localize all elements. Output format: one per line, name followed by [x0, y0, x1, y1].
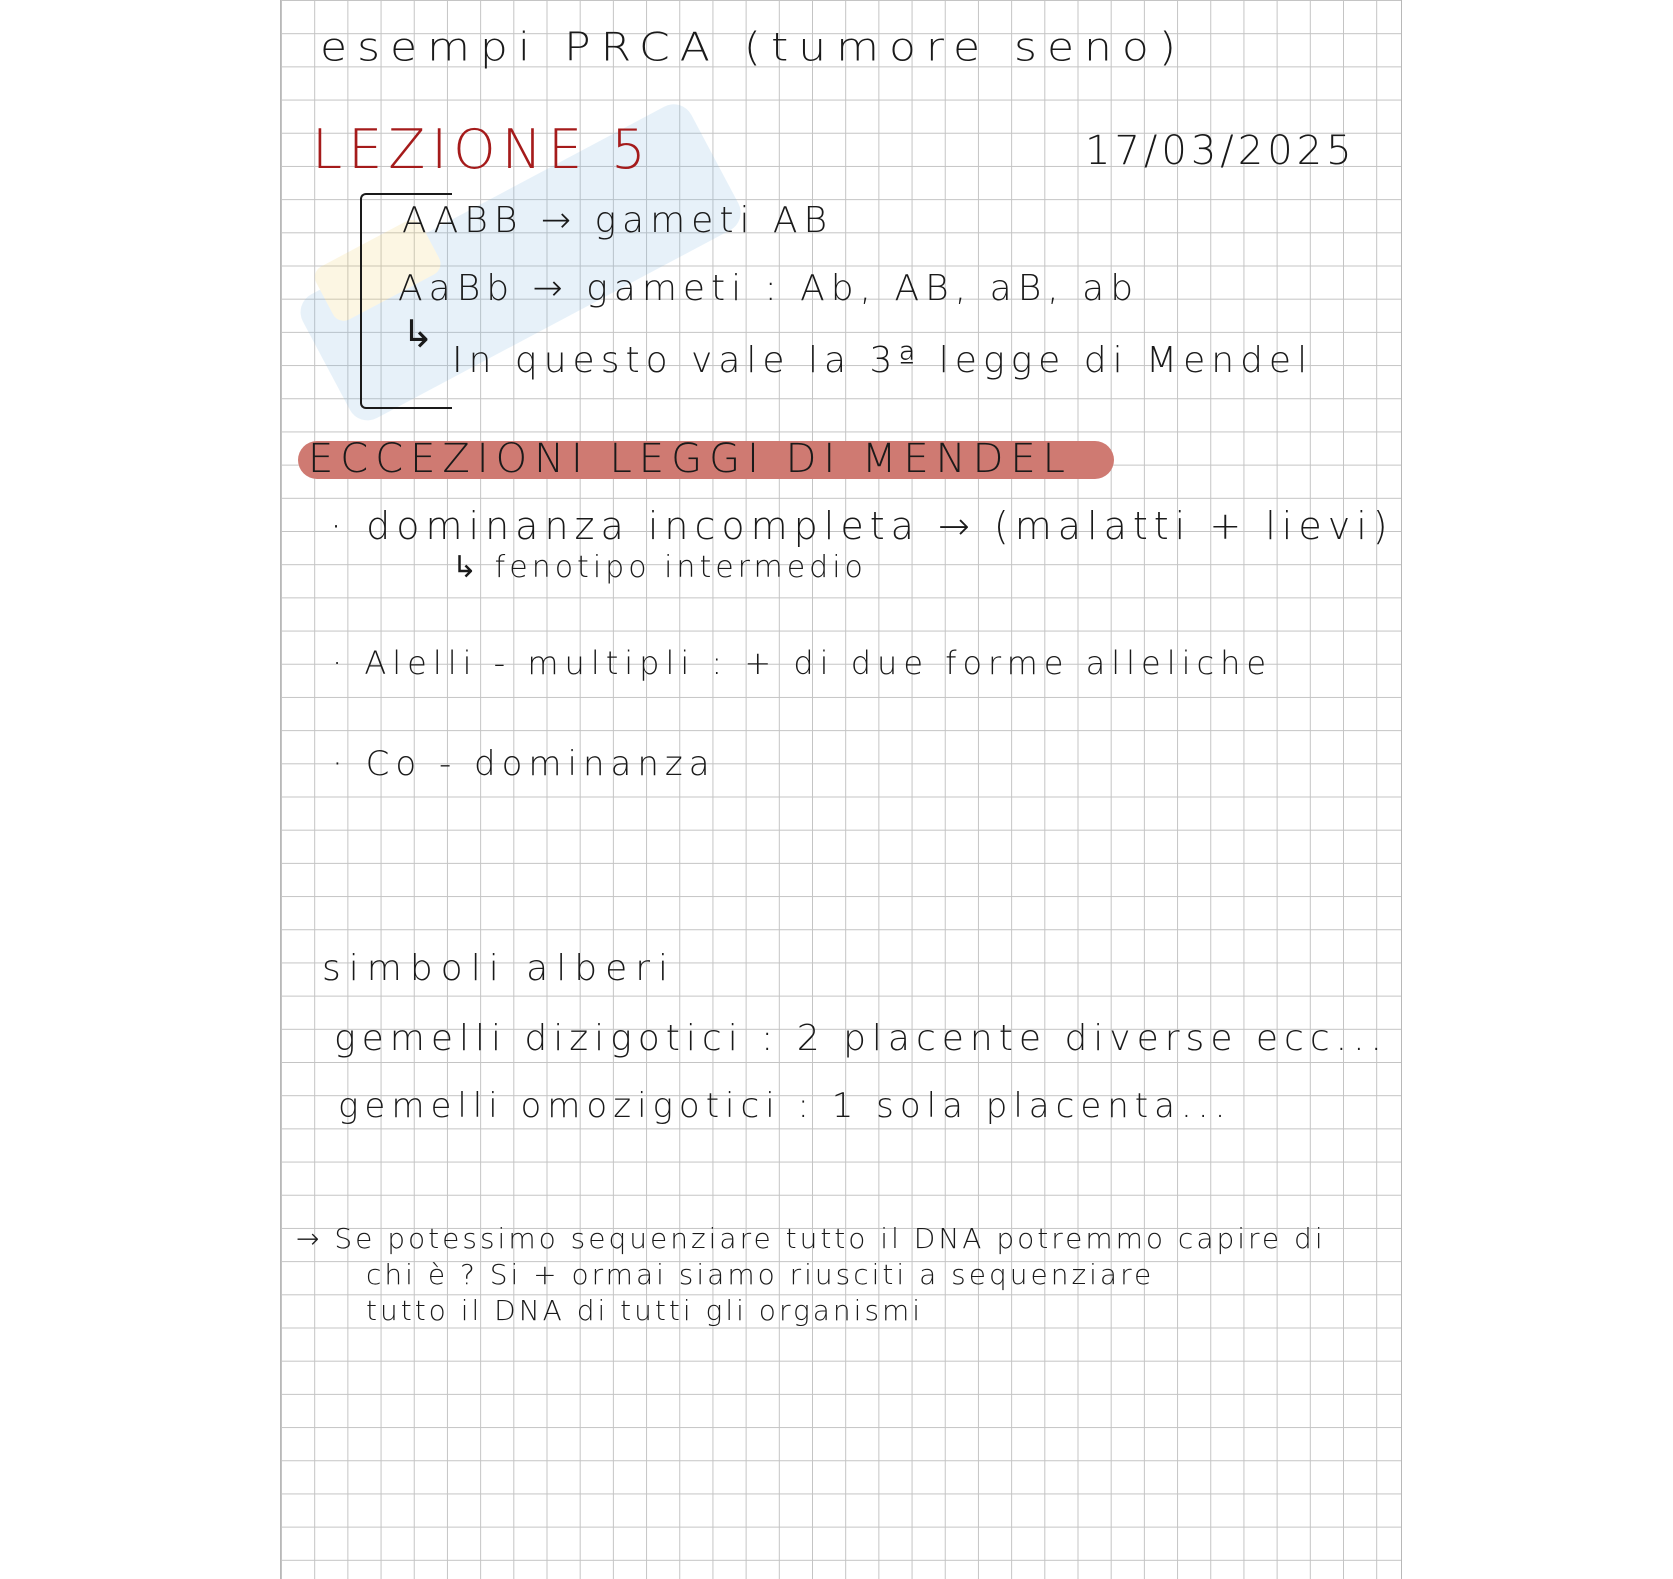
lesson-title: LEZIONE 5	[312, 118, 652, 181]
twins-dizygotic: gemelli dizigotici : 2 placente diverse ecc...	[334, 1018, 1388, 1059]
genetics-line-1: AABB → gameti AB	[402, 200, 834, 241]
bullet-incomplete-dominance-sub: ↳ fenotipo intermedio	[452, 550, 867, 585]
bullet-codominance: · Co - dominanza	[332, 744, 716, 784]
section-heading: ECCEZIONI LEGGI DI MENDEL	[308, 436, 1072, 482]
bullet-multiple-alleles: · Alelli - multipli : + di due forme alleliche	[332, 644, 1273, 682]
note-line-1: → Se potessimo sequenziare tutto il DNA potremmo capire di	[296, 1222, 1326, 1255]
page-header: esempi PRCA (tumore seno)	[320, 24, 1187, 71]
genetics-line-3: In questo vale la 3ª legge di Mendel	[452, 340, 1314, 381]
note-line-2: chi è ? Si + ormai siamo riusciti a sequenziare	[366, 1258, 1155, 1291]
hook-arrow-icon: ↳	[402, 312, 434, 356]
note-line-3: tutto il DNA di tutti gli organismi	[366, 1294, 924, 1327]
lesson-date: 17/03/2025	[1085, 128, 1356, 174]
symbols-title: simboli alberi	[322, 948, 677, 989]
genetics-line-2: AaBb → gameti : Ab, AB, aB, ab	[398, 268, 1140, 309]
twins-monozygotic: gemelli omozigotici : 1 sola placenta...	[338, 1086, 1232, 1126]
bullet-incomplete-dominance: · dominanza incompleta → (malatti + lievi)	[330, 504, 1394, 548]
